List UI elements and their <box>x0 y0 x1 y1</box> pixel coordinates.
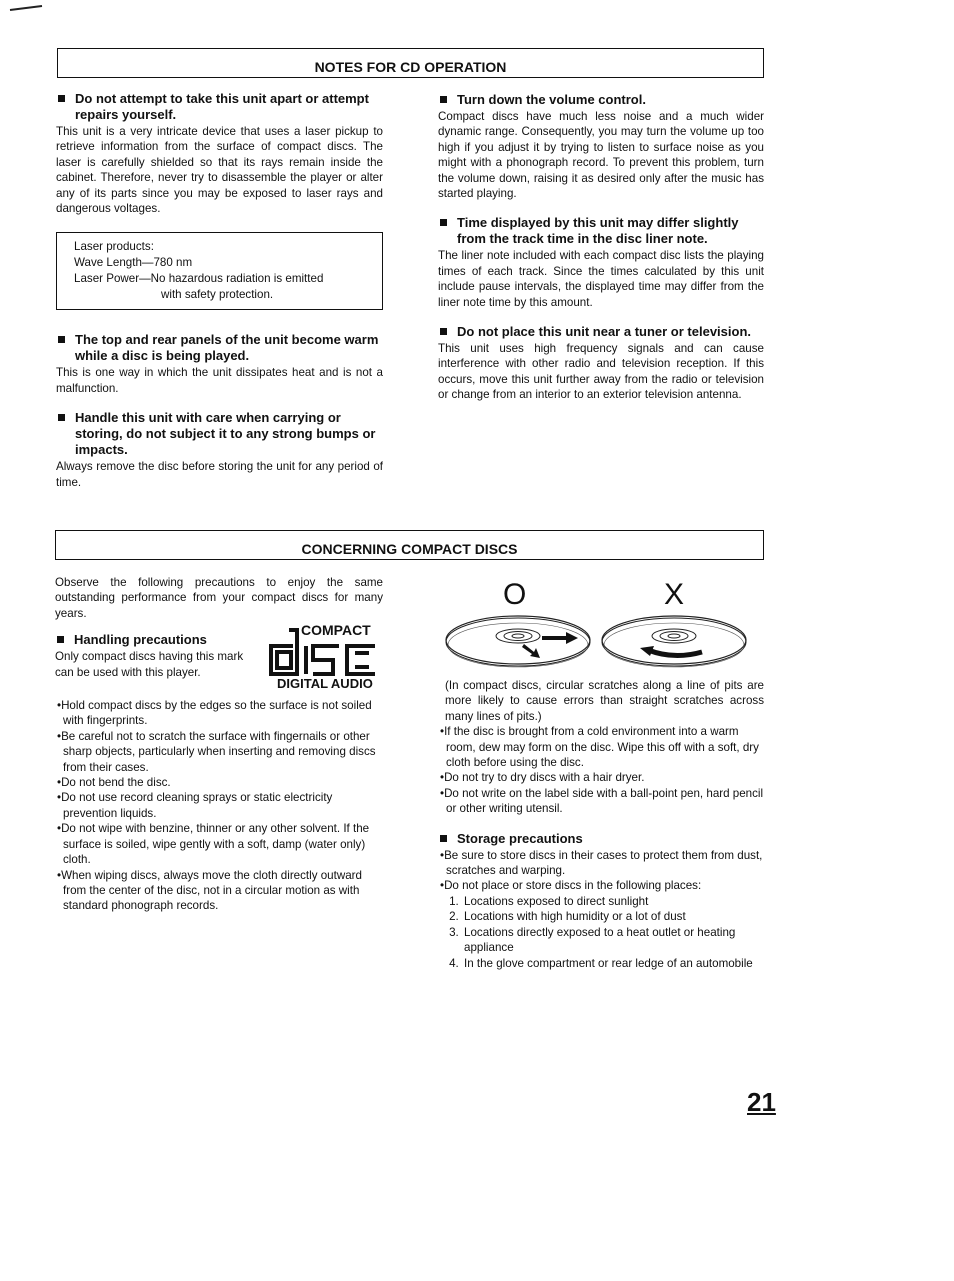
list-item: • Be careful not to scratch the surface with fingernails or other sharp objects, particularly when inserting and removing discs from their cases. <box>55 729 383 775</box>
laser-box <box>56 232 383 310</box>
notes-cd-banner <box>57 48 764 78</box>
list-item: • Do not wipe with benzine, thinner or any other solvent. If the surface is soiled, wipe gently with a soft, damp (water only) cloth. <box>55 821 383 867</box>
list-item: 2. Locations with high humidity or a lot of dust <box>462 909 764 924</box>
corner-mark <box>8 2 48 12</box>
handling-heading: Handling precautions <box>55 632 383 648</box>
ok-symbol: O <box>503 578 527 611</box>
laser-line: with safety protection. <box>161 288 274 302</box>
laser-line: Wave Length—780 nm <box>74 256 193 270</box>
list-item: • Do not use record cleaning sprays or static electricity prevention liquids. <box>55 790 383 821</box>
storage-heading: Storage precautions <box>438 831 764 847</box>
compact-discs-banner <box>55 530 764 560</box>
tuner-heading: Do not place this unit near a tuner or television. <box>438 324 764 340</box>
disc-logo-icon <box>263 628 385 676</box>
storage-places-list <box>438 894 764 971</box>
time-text: The liner note included with each compact disc lists the playing times of each track. Since the times calculated by this unit include pause intervals, the displayed time may differ from the liner note time by this amount. <box>438 249 764 309</box>
intro-text: Observe the following precautions to enjoy the same outstanding performance from your compact discs for many years. <box>55 576 383 620</box>
list-item: • Be sure to store discs in their cases to protect them from dust, scratches and warping. <box>438 848 764 879</box>
repair-heading: Do not attempt to take this unit apart or attempt repairs yourself. <box>56 91 383 123</box>
compact-disc-logo <box>263 622 385 692</box>
logo-digital-audio-text: DIGITAL AUDIO <box>277 676 373 691</box>
page-number: 21 <box>747 1087 776 1117</box>
list-item: • Hold compact discs by the edges so the surface is not soiled with fingerprints. <box>55 698 383 729</box>
list-item: 4. In the glove compartment or rear ledge of an automobile <box>462 956 764 971</box>
care-heading: Handle this unit with care when carrying or storing, do not subject it to any strong bumps or impacts. <box>56 410 383 458</box>
list-item: 3. Locations directly exposed to a heat outlet or heating appliance <box>462 925 764 956</box>
volume-heading: Turn down the volume control. <box>438 92 764 108</box>
list-item: • Do not bend the disc. <box>55 775 383 790</box>
warm-heading: The top and rear panels of the unit become warm while a disc is being played. <box>56 332 383 364</box>
care-text: Always remove the disc before storing the unit for any period of time. <box>56 460 383 489</box>
ng-symbol: X <box>664 578 685 611</box>
banner-title: NOTES FOR CD OPERATION <box>314 59 507 75</box>
laser-line: Laser Power—No hazardous radiation is emitted <box>74 272 324 286</box>
handling-text: Only compact discs having this mark can be used with this player. <box>55 650 244 679</box>
disc-scratch-illustration <box>442 610 752 676</box>
time-heading: Time displayed by this unit may differ slightly from the track time in the disc liner note. <box>438 215 764 247</box>
repair-text: This unit is a very intricate device that uses a laser pickup to retrieve information from the surface of compact discs. The laser is carefully shielded so that its rays remain inside the cabinet. Therefore, never try to disassemble the player or alter any of its parts since you may be exposed to laser rays and dangerous voltages. <box>56 125 383 216</box>
list-item: • Do not try to dry discs with a hair dryer. <box>438 770 764 785</box>
laser-line: Laser products: <box>74 240 154 254</box>
list-item: • Do not place or store discs in the following places: <box>438 878 764 893</box>
warm-text: This is one way in which the unit dissipates heat and is not a malfunction. <box>56 366 383 395</box>
volume-text: Compact discs have much less noise and a much wider dynamic range. Consequently, you may turn the volume up too high if you adjust it by trying to listen to surface noise as you might with a phonograph record. To prevent this problem, turn the volume down, raising it as desired only after the music has started playing. <box>438 110 764 201</box>
banner-title: CONCERNING COMPACT DISCS <box>301 541 518 557</box>
handling-bullets <box>55 698 383 914</box>
left-column-top <box>56 91 383 504</box>
list-item: • Do not write on the label side with a ball-point pen, hard pencil or other writing utensil. <box>438 786 764 817</box>
list-item: • If the disc is brought from a cold environment into a warm room, dew may form on the disc. Wipe this off with a soft, dry cloth before using the disc. <box>438 724 764 770</box>
list-item: • When wiping discs, always move the cloth directly outward from the center of the disc, not in a circular motion as with standard phonograph records. <box>55 868 383 914</box>
logo-compact-text: COMPACT <box>301 622 371 638</box>
right-column-top <box>438 92 764 417</box>
right-column-bottom <box>438 678 764 971</box>
scratch-note: (In compact discs, circular scratches along a line of pits are more likely to cause errors than straight scratches across many lines of pits.) <box>445 679 764 723</box>
list-item: 1. Locations exposed to direct sunlight <box>462 894 764 909</box>
tuner-text: This unit uses high frequency signals and can cause interference with other radio and television reception. If this occurs, move this unit further away from the radio or television or change from an interior to an exterior television antenna. <box>438 342 764 402</box>
